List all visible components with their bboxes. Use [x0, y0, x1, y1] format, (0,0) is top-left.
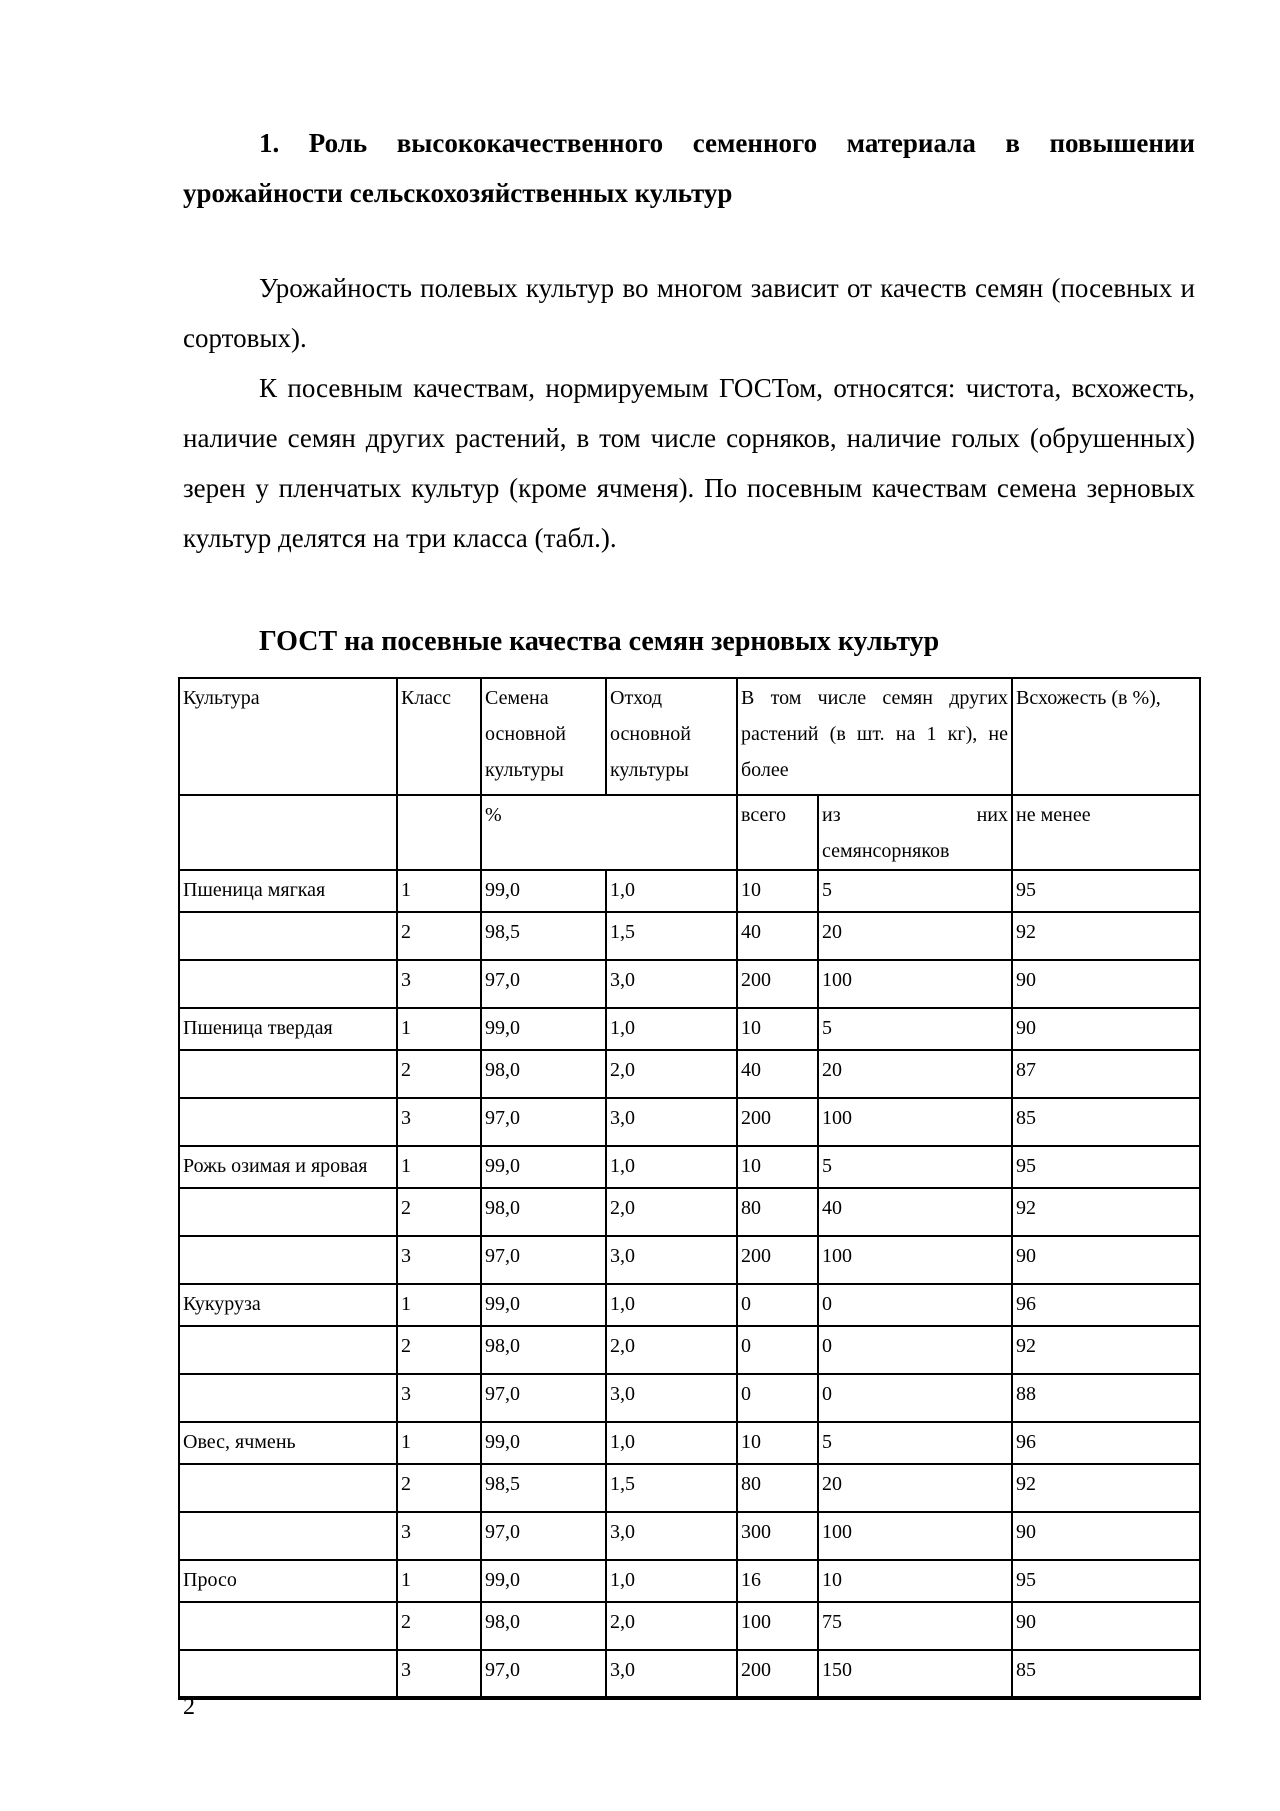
cell-class: 2 — [397, 1188, 481, 1236]
cell-other-total: 80 — [737, 1464, 818, 1512]
table-row — [179, 1512, 1200, 1560]
cell-waste: 3,0 — [606, 1512, 737, 1560]
paragraph: Урожайность полевых культур во многом зависит от качеств семян (посевных и сортовых). — [183, 273, 1195, 353]
cell-waste: 3,0 — [606, 1374, 737, 1422]
cell-other-weeds: 150 — [818, 1650, 1012, 1698]
cell-main-seeds: 99,0 — [481, 1008, 606, 1050]
subheader-empty — [179, 795, 397, 870]
table-row — [179, 1050, 1200, 1098]
table-row — [179, 1422, 1200, 1464]
table-row — [179, 1146, 1200, 1188]
cell-class: 3 — [397, 1650, 481, 1698]
cell-main-seeds: 99,0 — [481, 1422, 606, 1464]
cell-other-weeds: 0 — [818, 1374, 1012, 1422]
cell-culture — [179, 1374, 397, 1422]
header-class: Класс — [397, 678, 481, 795]
cell-main-seeds: 97,0 — [481, 1512, 606, 1560]
cell-other-total: 0 — [737, 1326, 818, 1374]
cell-main-seeds: 98,0 — [481, 1326, 606, 1374]
cell-other-total: 300 — [737, 1512, 818, 1560]
cell-other-weeds: 40 — [818, 1188, 1012, 1236]
cell-other-total: 200 — [737, 1650, 818, 1698]
table-row — [179, 1008, 1200, 1050]
cell-other-weeds: 100 — [818, 1236, 1012, 1284]
table-row — [179, 1650, 1200, 1698]
cell-class: 2 — [397, 912, 481, 960]
cell-culture — [179, 1512, 397, 1560]
cell-germination: 85 — [1012, 1098, 1200, 1146]
cell-culture — [179, 1236, 397, 1284]
cell-germination: 85 — [1012, 1650, 1200, 1698]
cell-culture — [179, 1188, 397, 1236]
cell-other-total: 40 — [737, 1050, 818, 1098]
page-number: 2 — [183, 1694, 195, 1720]
cell-germination: 92 — [1012, 912, 1200, 960]
cell-other-total: 0 — [737, 1374, 818, 1422]
cell-class: 3 — [397, 1098, 481, 1146]
cell-waste: 1,0 — [606, 1422, 737, 1464]
cell-main-seeds: 99,0 — [481, 1560, 606, 1602]
cell-other-total: 200 — [737, 1098, 818, 1146]
cell-other-weeds: 10 — [818, 1560, 1012, 1602]
cell-culture: Пшеница мягкая — [179, 870, 397, 912]
cell-class: 1 — [397, 1146, 481, 1188]
cell-germination: 95 — [1012, 1560, 1200, 1602]
cell-germination: 95 — [1012, 870, 1200, 912]
cell-class: 2 — [397, 1050, 481, 1098]
cell-other-total: 200 — [737, 960, 818, 1008]
cell-class: 3 — [397, 1236, 481, 1284]
cell-class: 3 — [397, 1512, 481, 1560]
cell-culture: Овес, ячмень — [179, 1422, 397, 1464]
subheader-total: всего — [737, 795, 818, 870]
cell-class: 1 — [397, 870, 481, 912]
table-row — [179, 870, 1200, 912]
cell-culture — [179, 1464, 397, 1512]
cell-waste: 2,0 — [606, 1188, 737, 1236]
cell-other-total: 40 — [737, 912, 818, 960]
cell-waste: 1,5 — [606, 1464, 737, 1512]
cell-main-seeds: 97,0 — [481, 1098, 606, 1146]
table-row — [179, 1464, 1200, 1512]
table-subheader-row — [179, 795, 1200, 870]
cell-main-seeds: 99,0 — [481, 1146, 606, 1188]
cell-culture — [179, 960, 397, 1008]
cell-other-total: 10 — [737, 1422, 818, 1464]
paragraph: К посевным качествам, нормируемым ГОСТом, относятся: чистота, всхожесть, наличие семян других растений, в том числе сорняков, наличие голых (обрушенных) зерен у пленчатых культур (кроме ячменя). По посевным качествам семена зерновых культур делятся на три класса (табл.). — [183, 373, 1195, 553]
cell-germination: 90 — [1012, 1512, 1200, 1560]
cell-germination: 92 — [1012, 1188, 1200, 1236]
cell-other-total: 80 — [737, 1188, 818, 1236]
cell-other-weeds: 20 — [818, 1464, 1012, 1512]
cell-waste: 2,0 — [606, 1326, 737, 1374]
subheader-of-them-weeds: из них семянсорняков — [818, 795, 1012, 870]
cell-waste: 2,0 — [606, 1050, 737, 1098]
cell-culture: Рожь озимая и яровая — [179, 1146, 397, 1188]
table-title: ГОСТ на посевные качества семян зерновых культур — [259, 626, 940, 657]
cell-waste: 1,0 — [606, 870, 737, 912]
table-row — [179, 1098, 1200, 1146]
cell-class: 1 — [397, 1008, 481, 1050]
gost-table — [178, 677, 1201, 1700]
cell-germination: 92 — [1012, 1326, 1200, 1374]
cell-waste: 1,0 — [606, 1284, 737, 1326]
subheader-empty — [397, 795, 481, 870]
cell-main-seeds: 98,5 — [481, 1464, 606, 1512]
header-other-seeds: В том числе семян других растений (в шт. на 1 кг), не более — [737, 678, 1012, 795]
cell-other-weeds: 5 — [818, 1146, 1012, 1188]
cell-class: 3 — [397, 960, 481, 1008]
cell-other-total: 100 — [737, 1602, 818, 1650]
cell-other-weeds: 5 — [818, 1008, 1012, 1050]
cell-other-total: 10 — [737, 1146, 818, 1188]
cell-other-total: 10 — [737, 1008, 818, 1050]
cell-class: 1 — [397, 1284, 481, 1326]
cell-germination: 96 — [1012, 1284, 1200, 1326]
cell-other-total: 0 — [737, 1284, 818, 1326]
cell-germination: 92 — [1012, 1464, 1200, 1512]
cell-other-weeds: 100 — [818, 1098, 1012, 1146]
cell-culture: Просо — [179, 1560, 397, 1602]
cell-germination: 90 — [1012, 1008, 1200, 1050]
table-row — [179, 1326, 1200, 1374]
table-row — [179, 960, 1200, 1008]
body-text — [183, 263, 1195, 563]
cell-waste: 1,0 — [606, 1560, 737, 1602]
cell-germination: 90 — [1012, 1602, 1200, 1650]
header-culture: Культура — [179, 678, 397, 795]
cell-main-seeds: 98,0 — [481, 1602, 606, 1650]
table-row — [179, 1188, 1200, 1236]
cell-waste: 3,0 — [606, 1236, 737, 1284]
cell-culture — [179, 1650, 397, 1698]
cell-main-seeds: 97,0 — [481, 1374, 606, 1422]
cell-germination: 88 — [1012, 1374, 1200, 1422]
cell-other-weeds: 0 — [818, 1284, 1012, 1326]
cell-culture: Кукуруза — [179, 1284, 397, 1326]
cell-main-seeds: 98,5 — [481, 912, 606, 960]
cell-main-seeds: 98,0 — [481, 1188, 606, 1236]
cell-other-total: 16 — [737, 1560, 818, 1602]
cell-waste: 3,0 — [606, 1098, 737, 1146]
cell-other-weeds: 20 — [818, 1050, 1012, 1098]
cell-waste: 3,0 — [606, 1650, 737, 1698]
cell-class: 1 — [397, 1422, 481, 1464]
cell-culture — [179, 1098, 397, 1146]
table-row — [179, 1284, 1200, 1326]
cell-class: 2 — [397, 1464, 481, 1512]
cell-culture: Пшеница твердая — [179, 1008, 397, 1050]
cell-culture — [179, 912, 397, 960]
cell-main-seeds: 97,0 — [481, 1236, 606, 1284]
cell-other-weeds: 5 — [818, 1422, 1012, 1464]
cell-main-seeds: 97,0 — [481, 1650, 606, 1698]
cell-other-weeds: 5 — [818, 870, 1012, 912]
cell-main-seeds: 97,0 — [481, 960, 606, 1008]
cell-waste: 1,5 — [606, 912, 737, 960]
cell-waste: 1,0 — [606, 1008, 737, 1050]
table-row — [179, 1236, 1200, 1284]
cell-main-seeds: 99,0 — [481, 1284, 606, 1326]
section-heading: 1. Роль высококачественного семенного материала в повышении урожайности сельскохозяйственных культур — [183, 128, 1195, 208]
header-germination: Всхожесть (в %), — [1012, 678, 1200, 795]
cell-germination: 95 — [1012, 1146, 1200, 1188]
cell-other-weeds: 100 — [818, 960, 1012, 1008]
cell-class: 2 — [397, 1326, 481, 1374]
cell-other-total: 200 — [737, 1236, 818, 1284]
cell-other-weeds: 0 — [818, 1326, 1012, 1374]
table-row — [179, 1602, 1200, 1650]
cell-class: 1 — [397, 1560, 481, 1602]
table-row — [179, 1560, 1200, 1602]
table-row — [179, 912, 1200, 960]
cell-main-seeds: 99,0 — [481, 870, 606, 912]
table-row — [179, 1374, 1200, 1422]
cell-other-weeds: 20 — [818, 912, 1012, 960]
cell-germination: 90 — [1012, 1236, 1200, 1284]
cell-culture — [179, 1050, 397, 1098]
cell-germination: 90 — [1012, 960, 1200, 1008]
cell-culture — [179, 1326, 397, 1374]
cell-main-seeds: 98,0 — [481, 1050, 606, 1098]
cell-waste: 3,0 — [606, 960, 737, 1008]
table-body — [179, 870, 1200, 1698]
cell-other-weeds: 75 — [818, 1602, 1012, 1650]
cell-culture — [179, 1602, 397, 1650]
cell-other-weeds: 100 — [818, 1512, 1012, 1560]
header-main-seeds: Семена основной культуры — [481, 678, 606, 795]
cell-waste: 1,0 — [606, 1146, 737, 1188]
table-header-row — [179, 678, 1200, 795]
cell-germination: 96 — [1012, 1422, 1200, 1464]
header-waste: Отход основной культуры — [606, 678, 737, 795]
cell-class: 3 — [397, 1374, 481, 1422]
subheader-not-less: не менее — [1012, 795, 1200, 870]
cell-class: 2 — [397, 1602, 481, 1650]
subheader-percent: % — [481, 795, 737, 870]
cell-germination: 87 — [1012, 1050, 1200, 1098]
cell-waste: 2,0 — [606, 1602, 737, 1650]
cell-other-total: 10 — [737, 870, 818, 912]
